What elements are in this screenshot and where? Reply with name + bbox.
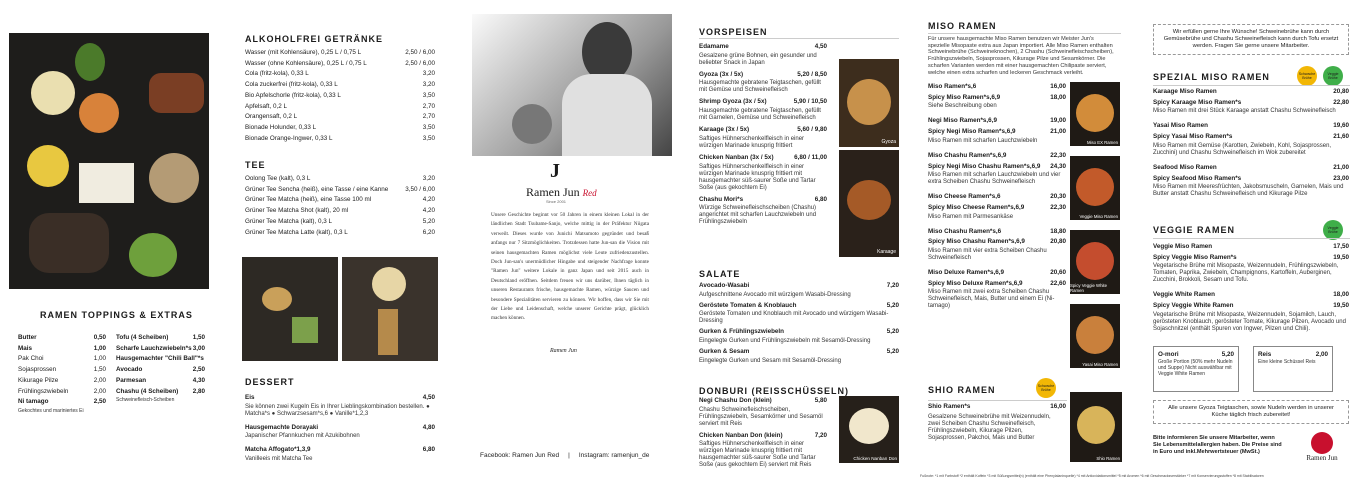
item-price: 21,00 xyxy=(1333,163,1349,171)
item-price: 2,70 xyxy=(422,102,435,110)
drink-row xyxy=(245,59,435,70)
schwache-badge: Schwache Brühe xyxy=(1297,66,1317,86)
item-price: 16,00 xyxy=(1050,83,1066,90)
item-price: 19,50 xyxy=(1333,302,1349,310)
toppings-right-list xyxy=(116,333,205,404)
dish-desc: Saftiges Hühnerschenkelfleisch in einer würzigen Marinade knusprig frittiert mit hausgemachter süß-saurer Soße und Tartar Soße (aus gekochtem Ei) xyxy=(699,163,816,191)
dish-desc: Saftiges Hühnerschenkelfleisch in einer würzigen Marinade knusprig frittiert mit hausgemachter süß-saurer Soße und Tartar Soße (aus gekochtem Ei) serviert mit Reis xyxy=(699,441,816,469)
dessert-desc: Vanilleeis mit Matcha Tee xyxy=(245,456,313,463)
dish-row xyxy=(699,97,827,108)
veggie-list xyxy=(1153,242,1349,339)
item-price: 19,00 xyxy=(1050,117,1066,125)
topping-note: Schweinefleisch-Scheiben xyxy=(116,397,175,404)
miso-row xyxy=(928,237,1066,248)
miso-row xyxy=(928,82,1066,93)
item-price: 4,20 xyxy=(422,196,435,204)
tee-row xyxy=(245,195,435,206)
item-name: Negi Miso Ramen*s,6,9 xyxy=(928,117,997,125)
miso-photo-caption: Spicy Veggie White Ramen xyxy=(1070,283,1108,293)
spezial-row xyxy=(1153,163,1349,174)
item-name: Gurken & Sesam xyxy=(699,348,750,356)
topping-row xyxy=(116,365,205,376)
drink-row xyxy=(245,80,435,91)
spezial-desc: Miso Ramen mit drei Stück Karaage anstatt Chashu Schweinefleisch xyxy=(1153,108,1336,115)
toppings-left-list xyxy=(18,333,106,415)
item-name: Seafood Miso Ramen xyxy=(1153,163,1217,171)
spezial-row xyxy=(1153,253,1349,264)
dish-row xyxy=(699,347,899,358)
item-price: 5,80 xyxy=(814,397,827,404)
item-price: 4,20 xyxy=(422,207,435,215)
item-price: 3,20 xyxy=(422,70,435,78)
drinks-title: ALKOHOLFREI GETRÄNKE xyxy=(245,34,383,44)
shio-photo-caption: Shio Ramen xyxy=(1096,456,1120,461)
item-price: 22,60 xyxy=(1050,279,1066,287)
panel-spezial xyxy=(1145,0,1360,490)
dish-row xyxy=(699,42,827,53)
item-price: 18,00 xyxy=(1333,291,1349,299)
item-name: Gyoza (3x / 5x) xyxy=(699,70,744,78)
bowl xyxy=(1076,242,1114,280)
item-price: 2,50 / 6,00 xyxy=(405,49,435,56)
miso-photo-caption: Miso EX Ramen xyxy=(1086,140,1118,145)
topping-row xyxy=(18,333,106,344)
spezial-row xyxy=(1153,242,1349,253)
item-name: Spicy Miso Deluxe Ramen*s,6,9 xyxy=(928,279,1023,287)
miso-intro: Für unsere hausgemachte Miso Ramen benutzen wir Meister Jun's spezielle Misopaste extra aus Japan importiert. Alle Miso Ramen enthalten Schweinebrühe (Schweineknochen), 2 Chashu (Schweinefleischscheiben), Frühlingszwiebeln, Sojasprossen, Kikurage Pilze und Sesamkörner. Die scharfen Varianten werden mit einer hausgemachten Chilipaste serviert, welche einen extra scharfen und leckeren Geschmack verleiht. xyxy=(928,36,1114,76)
dish-row xyxy=(699,70,827,81)
dish-row xyxy=(699,153,827,164)
topping-row xyxy=(116,344,205,355)
item-name: Parmesan xyxy=(116,376,147,384)
item-name: Grüner Tee Matcha Latte (kalt), 0,3 L xyxy=(245,228,348,236)
dish-row xyxy=(699,327,899,338)
spezial-list xyxy=(1153,87,1349,204)
dish-desc: Chashu Schweinefleischscheiben, Frühlingszwiebeln, Sesamkörner und Sesamöl serviert mit Reis xyxy=(699,406,823,427)
item-price: 2,50 / 6,00 xyxy=(405,59,435,67)
item-name: Miso Deluxe Ramen*s,6,9 xyxy=(928,269,1004,277)
item-price: 21,00 xyxy=(1050,128,1066,136)
item-price: 23,00 xyxy=(1333,174,1349,182)
item-name: Spicy Miso Cheese Ramen*s,6,9 xyxy=(928,203,1025,211)
item-name: Pak Choi xyxy=(18,355,44,363)
item-price: 3,00 xyxy=(192,344,205,352)
item-price: 5,90 / 10,50 xyxy=(793,98,827,106)
item-name: Eis xyxy=(245,394,255,401)
item-name: Shrimp Gyoza (3x / 5x) xyxy=(699,98,767,106)
item-price: 5,20 xyxy=(886,301,899,309)
dish-desc: Eingelegte Gurken und Frühlingszwiebeln mit Sesamöl-Dressing xyxy=(699,338,871,345)
item-price: 2,00 xyxy=(93,387,106,395)
spezial-desc: Miso Ramen mit Gemüse (Karotten, Zwiebeln, Kohl, Sojasprossen, Zucchini) und Chashu Schweinefleisch im Wok zubereitet xyxy=(1153,142,1332,156)
item-name: Scharfe Lauchzwiebeln*s xyxy=(116,344,192,352)
dish-desc: Gesalzene grüne Bohnen, ein gesunder und beliebter Snack in Japan xyxy=(699,52,817,66)
nanban-don-caption: Chicken Nanban Don xyxy=(853,456,897,461)
item-price: 3,50 xyxy=(422,123,435,131)
item-price: 7,20 xyxy=(814,431,827,439)
topping-row xyxy=(116,376,205,387)
item-name: Grüner Tee Matcha Shot (kalt), 20 ml xyxy=(245,207,349,215)
item-price: 6,20 xyxy=(422,228,435,236)
spezial-row xyxy=(1153,87,1349,98)
dish-desc: Eingelegte Gurken und Sesam mit Sesamöl-Dressing xyxy=(699,357,842,364)
miso-row xyxy=(928,279,1066,290)
dish-row xyxy=(699,125,827,136)
brand-name: Ramen Jun Red xyxy=(526,185,597,199)
item-price: 6,80 xyxy=(422,446,435,454)
item-name: Frühlingszwiebeln xyxy=(18,387,69,395)
item-price: 6,80 / 11,00 xyxy=(794,153,827,161)
panel-drinks xyxy=(231,0,449,490)
item-price: 0,50 xyxy=(93,334,106,341)
tee-row xyxy=(245,228,435,239)
miso-row xyxy=(928,127,1066,138)
item-name: Chicken Nanban Don (klein) xyxy=(699,431,783,439)
item-name: Apfelsaft, 0,2 L xyxy=(245,102,288,110)
veggie-badge-1: Veggie Brühe xyxy=(1323,66,1343,86)
item-price: 24,30 xyxy=(1050,162,1066,170)
gyoza-photo xyxy=(839,59,899,147)
info-box-top: Wir erfüllen gerne Ihre Wünsche! Schweinebrühe kann durch Gemüsebrühe und Chashu Schweinefleisch kann durch Tofu ersetzt werden. Fragen Sie gerne unsere Mitarbeiter. xyxy=(1153,24,1349,55)
item-price: 4,50 xyxy=(422,394,435,401)
drink-row xyxy=(245,48,435,59)
item-price: 1,00 xyxy=(93,344,106,352)
miso-row xyxy=(928,192,1066,203)
dessert-row xyxy=(245,423,435,434)
item-name: Grüner Tee Matcha (kalt), 0,3 L xyxy=(245,217,333,225)
dessert-list xyxy=(245,393,435,468)
item-price: 22,30 xyxy=(1050,151,1066,159)
footnote: Fußnote: *1 mit Farbstoff *2 enthält Koffein *3 mit Süßungsmittel(n) (enthält eine Phenylalaninquelle) *4 mit Antioxidationsmittel *5 mit Aromen *6 mit Geschmacksverstärker *7 mit Konservierungsstoffen *8 mit Stabilisatoren xyxy=(920,474,1264,478)
dessert-title: DESSERT xyxy=(245,377,295,387)
spezial-desc: Vegetarische Brühe mit Misopaste, Weizennudeln, Frühlingszwiebeln, Tomaten, Paprika, Zwiebeln, Champignons, Kartoffeln, Auberginen, Zucchini, Brokkoli, Sesam und Tofu. xyxy=(1153,263,1339,284)
item-price: 4,30 xyxy=(192,376,205,384)
item-price: 4,80 xyxy=(422,423,435,431)
item-price: 1,00 xyxy=(93,355,106,363)
miso-photo-caption: Yasai Miso Ramen xyxy=(1082,362,1118,367)
dish-row xyxy=(699,396,827,407)
miso-desc: Siehe Beschreibung oben xyxy=(928,103,997,110)
tee-list xyxy=(245,174,435,238)
item-price: 20,60 xyxy=(1050,269,1066,277)
item-price: 5,20 xyxy=(422,217,435,225)
spezial-desc: Vegetarische Brühe mit Misopaste, Weizennudeln, Sojamilch, Lauch, gerösteten Knoblauch, gerösteter Tomate, Kikurage Pilzen, Avocado und Sojaschnitzel (enthält Spuren von Ingwer, Pilzen und Chili). xyxy=(1153,311,1346,332)
item-name: Spicy Miso Chashu Ramen*s,6,9 xyxy=(928,238,1025,246)
item-name: Veggie White Ramen xyxy=(1153,291,1215,299)
miso-photo xyxy=(1070,156,1120,220)
item-name: Edamame xyxy=(699,43,729,50)
item-name: Bio Apfelschorle (fritz-kola), 0,33 L xyxy=(245,91,341,99)
dish-desc: Aufgeschnittene Avocado mit würzigem Wasabi-Dressing xyxy=(699,291,851,298)
item-name: Miso Chashu Ramen*s,6 xyxy=(928,227,1002,235)
miso-title: MISO RAMEN xyxy=(928,21,997,31)
topping-row xyxy=(116,333,205,344)
item-price: 5,20 xyxy=(886,328,899,336)
item-name: Miso Chashu Ramen*s,6,9 xyxy=(928,151,1007,159)
story-signature: Ramen Jun xyxy=(550,348,577,354)
item-name: Miso Ramen*s,6 xyxy=(928,83,977,90)
tee-row xyxy=(245,174,435,185)
panel-starters xyxy=(695,0,905,490)
item-price: 3,20 xyxy=(422,81,435,89)
item-price: 2,00 xyxy=(93,376,106,384)
panel-toppings xyxy=(0,0,228,490)
dessert-photo-right xyxy=(342,257,438,361)
miso-photo xyxy=(1070,82,1120,146)
miso-row xyxy=(928,151,1066,162)
dish-desc: Hausgemachte gebratene Teigtaschen, gefüllt mit Gemüse und Schweinefleisch xyxy=(699,80,821,94)
donburi-list xyxy=(699,396,827,472)
item-price: 2,50 xyxy=(93,398,106,406)
item-name: Spicy Karaage Miso Ramen*s xyxy=(1153,98,1242,106)
item-name: Hausgemachter "Chili Ball"*s xyxy=(116,355,204,363)
item-name: Grüner Tee Matcha (heiß), eine Tasse 100 ml xyxy=(245,196,372,204)
item-price: 4,50 xyxy=(814,43,827,50)
item-price: 5,60 / 9,80 xyxy=(797,126,827,134)
topping-row xyxy=(18,344,106,355)
topping-note: Gekochtes und mariniertes Ei xyxy=(18,407,84,414)
miso-row xyxy=(928,162,1066,173)
spezial-row xyxy=(1153,174,1349,185)
item-name: Butter xyxy=(18,334,37,341)
item-name: Chashu Mori*s xyxy=(699,195,744,203)
item-name: Veggie Miso Ramen xyxy=(1153,243,1213,250)
item-name: Spicy Seafood Miso Ramen*s xyxy=(1153,174,1242,182)
item-name: Ni tamago xyxy=(18,398,49,406)
item-name: Chicken Nanban (3x / 5x) xyxy=(699,153,774,161)
panel-miso xyxy=(920,0,1125,490)
item-name: Spicy Veggie White Ramen xyxy=(1153,302,1234,310)
item-name: Kikurage Pilze xyxy=(18,376,59,384)
spezial-title: SPEZIAL MISO RAMEN xyxy=(1153,72,1270,82)
item-price: 6,80 xyxy=(814,195,827,203)
item-name: Spicy Yasai Miso Ramen*s xyxy=(1153,133,1233,141)
item-name: Spicy Miso Ramen*s,6,9 xyxy=(928,93,1001,101)
shio-desc: Gesalzene Schweinebrühe mit Weizennudeln, zwei Scheiben Chashu Schweinefleisch, Frühlingszwiebeln, Kikurage Pilzen, Sojasprossen, Pakchoi, Mais und Butter xyxy=(928,414,1051,441)
veggie-title: VEGGIE RAMEN xyxy=(1153,225,1236,235)
tee-row xyxy=(245,206,435,217)
item-price: 18,00 xyxy=(1050,93,1066,101)
item-name: Avocado xyxy=(116,366,143,374)
dessert-row xyxy=(245,445,435,456)
item-name: Avocado-Wasabi xyxy=(699,282,750,289)
dish-row xyxy=(699,301,899,312)
dish-row xyxy=(699,281,899,292)
omori-box: O-mori 5,20 Große Portion (50% mehr Nudeln und Suppe) Nicht auswählbar mit Veggie White Ramen xyxy=(1153,346,1239,392)
dessert-photo-left xyxy=(242,257,338,361)
spezial-row xyxy=(1153,98,1349,109)
miso-list xyxy=(928,82,1066,316)
bowl xyxy=(1077,406,1115,444)
item-name: Chashu (4 Scheiben) xyxy=(116,387,179,395)
item-price: 18,80 xyxy=(1050,227,1066,235)
item-name: Yasai Miso Ramen xyxy=(1153,122,1208,130)
tee-title: TEE xyxy=(245,160,266,170)
drink-row xyxy=(245,69,435,80)
miso-desc: Miso Ramen mit Parmesankäse xyxy=(928,213,1014,220)
item-price: 7,20 xyxy=(886,282,899,289)
drink-row xyxy=(245,134,435,145)
gyoza-caption: Gyoza xyxy=(881,139,896,145)
item-name: Cola zuckerfrei (fritz-kola), 0,33 L xyxy=(245,81,338,89)
reis-box: Reis 2,00 Eine kleine Schüssel Reis xyxy=(1253,346,1333,392)
item-name: Tofu (4 Scheiben) xyxy=(116,334,169,341)
salate-list xyxy=(699,281,899,367)
dessert-row xyxy=(245,393,435,404)
item-price: 20,80 xyxy=(1050,238,1066,246)
spezial-desc: Miso Ramen mit Meeresfrüchten, Jakobsmuscheln, Garnelen, Mais und Butter anstatt Chashu Schweinefleisch und Kikurage Pilze xyxy=(1153,184,1344,198)
topping-row xyxy=(18,354,106,365)
dish-desc: Hausgemachte gebratene Teigtaschen, gefüllt mit Garnelen, Gemüse und Schweinefleisch xyxy=(699,108,821,122)
item-name: Orangensaft, 0,2 L xyxy=(245,113,298,121)
item-price: 2,80 xyxy=(192,387,205,395)
miso-photos xyxy=(1070,82,1122,378)
item-name: Geröstete Tomaten & Knoblauch xyxy=(699,301,797,309)
vorspeisen-list xyxy=(699,42,827,229)
dessert-desc: Sie können zwei Kugeln Eis in Ihrer Lieblingskombination bestellen. ● Matcha*s ● Schwarzsesam*s,6 ● Vanille*1,2,3 xyxy=(245,403,430,417)
item-price: 1,50 xyxy=(192,334,205,341)
brand-logo-small: Ramen Jun xyxy=(1295,432,1349,462)
story-text: Unsere Geschichte beginnt vor 50 Jahren in einem kleinen Lokal in der ländlichen Stadt Tsubame-Sanjo, welche mittig in der Präfektur Niigata verweilt. Dieses wurde von Junichi Matsumoto gegründet und besaß anfangs nur 7 Sitzmöglichkeiten. Trotzdessen hatte Jun-san die Vision mit seinen hausgemachten Ramen möglichst viele Leute zufriedenzustellen. Doch Jun-san's unermüdlicher Hingabe und steigender Nachfrage konnte "Ramen Jun" weitere Lokale in ganz Japan und seit 2015 auch in Deutschland eröffnen. Seitdem freuen wir uns darüber, Ihnen täglich in unseren Restaurants frische, hausgemachte Ramen, würzige Saucen und besondere Spezialitäten servieren zu können. Wir hoffen, dass wir Sie mit der Liebe und Leidenschaft, welche unserer Gerichte prägt, glücklich machen können. xyxy=(491,212,649,322)
drink-row xyxy=(245,112,435,123)
item-name: Sojasprossen xyxy=(18,366,57,374)
item-price: 21,60 xyxy=(1333,133,1349,141)
miso-desc: Miso Ramen mit scharfen Lauchzwiebeln und vier extra Scheiben Chashu Schweinefleisch xyxy=(928,172,1061,186)
item-name: Karaage Miso Ramen xyxy=(1153,88,1217,95)
gyoza-info-box: Alle unsere Gyoza Teigtaschen, sowie Nudeln werden in unserer Küche täglich frisch zubereitet! xyxy=(1153,400,1349,424)
item-price: 2,70 xyxy=(422,113,435,121)
item-price: 17,50 xyxy=(1333,243,1349,250)
miso-row xyxy=(928,227,1066,238)
item-price: 3,50 xyxy=(422,91,435,99)
nanban-don-photo xyxy=(839,396,899,463)
spezial-row xyxy=(1153,132,1349,143)
miso-photo xyxy=(1070,230,1120,294)
shio-photo xyxy=(1070,392,1122,462)
shio-item: Shio Ramen*s 16,00 xyxy=(928,403,1066,410)
bowl xyxy=(1076,168,1114,206)
miso-row xyxy=(928,268,1066,279)
item-name: Spicy Veggie Miso Ramen*s xyxy=(1153,253,1237,261)
drink-row xyxy=(245,91,435,102)
item-name: Gurken & Frühlingszwiebeln xyxy=(699,328,785,336)
item-name: Miso Cheese Ramen*s,6 xyxy=(928,193,1001,201)
topping-row xyxy=(18,365,106,376)
spezial-row xyxy=(1153,121,1349,132)
item-price: 2,50 xyxy=(192,366,205,374)
item-price: 3,50 / 6,00 xyxy=(405,185,435,193)
brand-tagline: Since 2001 xyxy=(546,199,567,204)
topping-row xyxy=(18,387,106,398)
dish-row xyxy=(699,195,827,206)
item-name: Bionade Orange-Ingwer, 0,33 L xyxy=(245,134,333,142)
item-price: 20,30 xyxy=(1050,193,1066,201)
drink-row xyxy=(245,102,435,113)
ingredients-photo xyxy=(9,33,209,289)
item-name: Bionade Holunder, 0,33 L xyxy=(245,123,317,131)
item-price: 1,50 xyxy=(93,366,106,374)
dish-desc: Würzige Schweinefleischscheiben (Chashu) angerichtet mit scharfen Lauchzwiebeln und Frühlingszwiebeln xyxy=(699,205,817,226)
donburi-title: DONBURI (REISSCHÜSSELN) xyxy=(699,386,850,396)
item-name: Spicy Negi Miso Ramen*s,6,9 xyxy=(928,128,1016,136)
item-price: 22,80 xyxy=(1333,98,1349,106)
social-links: Facebook: Ramen Jun Red | Instagram: ramenjun_de xyxy=(480,452,650,459)
miso-desc: Miso Ramen mit zwei extra Scheiben Chashu Schweinefleisch, Mais, Butter und einem Ei (Ni-tamago) xyxy=(928,289,1055,310)
miso-desc: Miso Ramen mit vier extra Scheiben Chashu Schweinefleisch xyxy=(928,248,1047,262)
item-price: 3,20 xyxy=(422,175,435,182)
karaage-caption: Karaage xyxy=(877,249,896,255)
panel-story xyxy=(466,0,672,490)
item-name: Hausgemachte Dorayaki xyxy=(245,423,319,431)
chef-photo xyxy=(472,14,672,156)
tee-row xyxy=(245,217,435,228)
topping-row xyxy=(18,397,106,408)
item-price: 3,50 xyxy=(422,134,435,142)
item-name: Matcha Affogato*1,3,9 xyxy=(245,446,311,454)
karaage-photo xyxy=(839,150,899,257)
spezial-row xyxy=(1153,301,1349,312)
miso-photo xyxy=(1070,304,1120,368)
miso-photo-caption: Veggie Miso Ramen xyxy=(1079,214,1118,219)
allergy-note: Bitte informieren Sie unsere Mitarbeiter, wenn Sie Lebensmittelallergien haben. Die Preise sind in Euro und inkl.Mehrwertsteuer (MwSt.) xyxy=(1153,435,1282,455)
item-price: 20,80 xyxy=(1333,88,1349,95)
miso-row xyxy=(928,203,1066,214)
topping-row xyxy=(116,354,205,365)
item-name: Cola (fritz-kola), 0,33 L xyxy=(245,70,309,78)
drink-row xyxy=(245,123,435,134)
veggie-badge-2: Veggie Brühe xyxy=(1323,220,1343,240)
toppings-title: RAMEN TOPPINGS & EXTRAS xyxy=(40,310,193,320)
item-name: Wasser (mit Kohlensäure), 0,25 L / 0,75 L xyxy=(245,49,362,56)
item-name: Grüner Tee Sencha (heiß), eine Tasse / eine Kanne xyxy=(245,185,389,193)
item-name: Negi Chashu Don (klein) xyxy=(699,397,772,404)
shio-title: SHIO RAMEN xyxy=(928,385,996,395)
topping-row xyxy=(116,387,205,398)
dish-desc: Geröstete Tomaten und Knoblauch mit Avocado und würzigem Wasabi-Dressing xyxy=(699,311,889,325)
miso-row xyxy=(928,93,1066,104)
item-name: Wasser (ohne Kohlensäure), 0,25 L / 0,75 L xyxy=(245,59,367,67)
brand-logo-mark: J xyxy=(550,160,560,182)
shio-badge: Schwache Brühe xyxy=(1036,378,1056,398)
spezial-row xyxy=(1153,290,1349,301)
bowl xyxy=(1076,94,1114,132)
drinks-list xyxy=(245,48,435,144)
item-price: 5,20 xyxy=(886,348,899,356)
miso-desc: Miso Ramen mit scharfen Lauchzwiebeln xyxy=(928,137,1038,144)
item-price: 19,50 xyxy=(1333,253,1349,261)
item-name: Mais xyxy=(18,344,32,352)
salate-title: SALATE xyxy=(699,269,741,279)
item-name: Spicy Negi Miso Chashu Ramen*s,6,9 xyxy=(928,162,1041,170)
dish-desc: Saftiges Hühnerschenkelfleisch in einer würzigen Marinade knusprig frittiert xyxy=(699,135,805,149)
dessert-desc: Japanischer Pfannkuchen mit Azukibohnen xyxy=(245,433,360,440)
item-name: Oolong Tee (kalt), 0,3 L xyxy=(245,175,311,182)
tee-row xyxy=(245,185,435,196)
topping-row xyxy=(18,376,106,387)
vorspeisen-title: VORSPEISEN xyxy=(699,27,768,37)
item-price: 19,60 xyxy=(1333,122,1349,130)
item-name: Karaage (3x / 5x) xyxy=(699,126,750,134)
bowl xyxy=(1076,316,1114,354)
dish-row xyxy=(699,431,827,442)
miso-row xyxy=(928,116,1066,127)
item-price: 22,30 xyxy=(1050,203,1066,211)
item-price: 5,20 / 8,50 xyxy=(797,70,827,78)
